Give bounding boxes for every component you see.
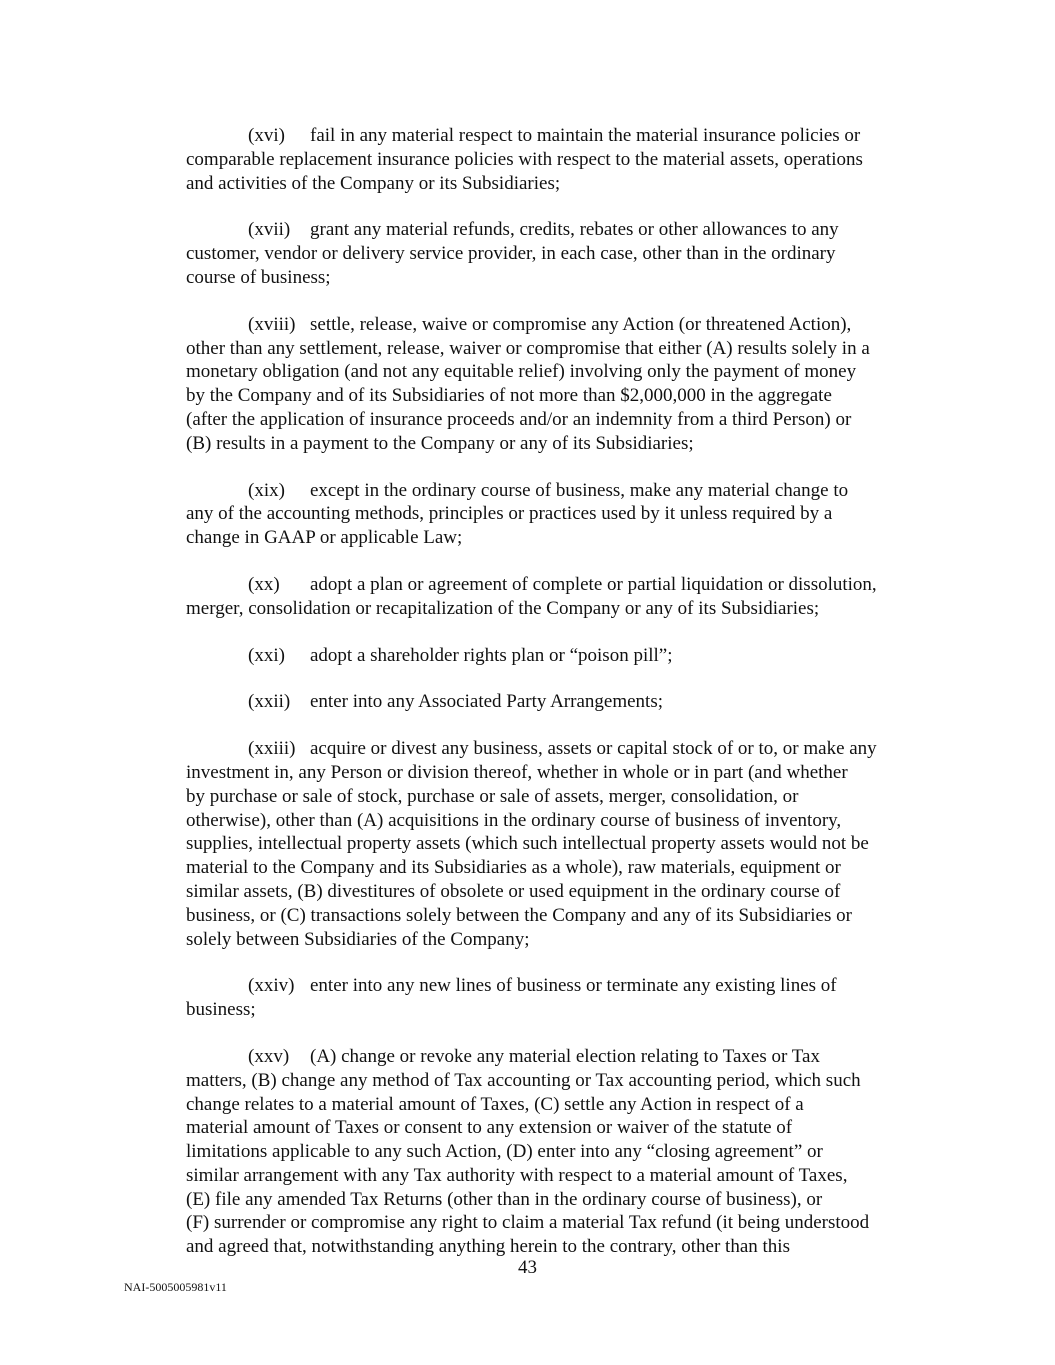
clause-paragraph bbox=[186, 124, 936, 195]
clause-text: adopt a plan or agreement of complete or partial liquidation or dissolution, bbox=[310, 573, 877, 595]
clause-text: enter into any new lines of business or terminate any existing lines of bbox=[310, 975, 837, 997]
clause-text-line: similar assets, (B) divestitures of obsolete or used equipment in the ordinary course of bbox=[186, 880, 841, 902]
clause-text-line: by purchase or sale of stock, purchase or sale of assets, merger, consolidation, or bbox=[186, 785, 799, 807]
clause-text: settle, release, waive or compromise any Action (or threatened Action), bbox=[310, 313, 852, 335]
clause-text-line: monetary obligation (and not any equitable relief) involving only the payment of money bbox=[186, 361, 857, 383]
clause-text-line: (B) results in a payment to the Company or any of its Subsidiaries; bbox=[186, 432, 694, 454]
clause-text: fail in any material respect to maintain the material insurance policies or bbox=[310, 125, 861, 146]
clause-text-line: other than any settlement, release, waiver or compromise that either (A) results solely in a bbox=[186, 337, 870, 359]
clause-text-line: limitations applicable to any such Action, (D) enter into any “closing agreement” or bbox=[186, 1141, 823, 1163]
clause-number: (xxiv) bbox=[248, 975, 295, 997]
clause-text-line: and activities of the Company or its Subsidiaries; bbox=[186, 172, 561, 194]
clause-text-line: course of business; bbox=[186, 266, 331, 288]
clause-first-line bbox=[186, 479, 936, 503]
clause-first-line bbox=[186, 1045, 936, 1069]
clause-text-line: business, or (C) transactions solely between the Company and any of its Subsidiaries or bbox=[186, 904, 852, 926]
clause-first-line bbox=[186, 974, 936, 998]
clause-text-line: matters, (B) change any method of Tax accounting or Tax accounting period, which such bbox=[186, 1069, 861, 1091]
clause-paragraph bbox=[186, 974, 936, 1022]
clause-first-line bbox=[186, 313, 936, 337]
clause-text: (A) change or revoke any material election relating to Taxes or Tax bbox=[310, 1045, 820, 1067]
clause-text-line: and agreed that, notwithstanding anything herein to the contrary, other than this bbox=[186, 1236, 790, 1258]
clause-text-line: solely between Subsidiaries of the Company; bbox=[186, 928, 530, 950]
clause-first-line bbox=[186, 737, 936, 761]
clause-list bbox=[186, 124, 936, 1282]
clause-text-line: any of the accounting methods, principles or practices used by it unless required by a bbox=[186, 503, 833, 525]
clause-paragraph bbox=[186, 690, 936, 714]
clause-paragraph bbox=[186, 573, 936, 621]
clause-text-line: comparable replacement insurance policies with respect to the material assets, operations bbox=[186, 148, 863, 170]
clause-text-line: change in GAAP or applicable Law; bbox=[186, 527, 463, 549]
clause-text-line: supplies, intellectual property assets (which such intellectual property assets would not be bbox=[186, 833, 869, 855]
clause-text: except in the ordinary course of business, make any material change to bbox=[310, 479, 849, 501]
clause-text-line: similar arrangement with any Tax authority with respect to a material amount of Taxes, bbox=[186, 1164, 848, 1186]
clause-text-line: investment in, any Person or division thereof, whether in whole or in part (and whether bbox=[186, 761, 848, 783]
clause-paragraph bbox=[186, 644, 936, 668]
clause-first-line bbox=[186, 644, 936, 668]
clause-first-line bbox=[186, 124, 936, 148]
clause-paragraph bbox=[186, 479, 936, 550]
clause-first-line bbox=[186, 573, 936, 597]
clause-number: (xix) bbox=[248, 479, 285, 501]
clause-number: (xx) bbox=[248, 573, 280, 595]
clause-text-line: by the Company and of its Subsidiaries of not more than $2,000,000 in the aggregate bbox=[186, 385, 832, 407]
clause-number: (xvi) bbox=[248, 125, 285, 146]
clause-paragraph bbox=[186, 1045, 936, 1259]
clause-text-line: customer, vendor or delivery service provider, in each case, other than in the ordinary bbox=[186, 243, 836, 265]
clause-text-line: merger, consolidation or recapitalization of the Company or any of its Subsidiaries; bbox=[186, 597, 820, 619]
clause-number: (xvii) bbox=[248, 219, 291, 241]
clause-text-line: (F) surrender or compromise any right to claim a material Tax refund (it being understood bbox=[186, 1212, 870, 1234]
clause-text: adopt a shareholder rights plan or “poison pill”; bbox=[310, 644, 673, 666]
clause-text-line: material amount of Taxes or consent to any extension or waiver of the statute of bbox=[186, 1117, 793, 1139]
clause-number: (xxv) bbox=[248, 1045, 290, 1067]
clause-paragraph bbox=[186, 737, 936, 951]
clause-text-line: (after the application of insurance proceeds and/or an indemnity from a third Person) or bbox=[186, 408, 852, 430]
document-id: NAI-5005005981v11 bbox=[124, 1280, 227, 1294]
clause-text: grant any material refunds, credits, rebates or other allowances to any bbox=[310, 219, 839, 241]
clause-text: enter into any Associated Party Arrangements; bbox=[310, 691, 663, 713]
page-number: 43 bbox=[518, 1257, 537, 1278]
clause-number: (xxii) bbox=[248, 691, 291, 713]
clause-text-line: (E) file any amended Tax Returns (other than in the ordinary course of business), or bbox=[186, 1188, 823, 1210]
clause-text: acquire or divest any business, assets or capital stock of or to, or make any bbox=[310, 738, 877, 760]
clause-first-line bbox=[186, 218, 936, 242]
clause-text-line: business; bbox=[186, 999, 256, 1021]
clause-number: (xviii) bbox=[248, 313, 296, 335]
clause-text-line: change relates to a material amount of Taxes, (C) settle any Action in respect of a bbox=[186, 1093, 804, 1115]
clause-paragraph bbox=[186, 313, 936, 456]
clause-number: (xxiii) bbox=[248, 738, 296, 760]
clause-number: (xxi) bbox=[248, 644, 285, 666]
clause-text-line: material to the Company and its Subsidiaries as a whole), raw materials, equipment or bbox=[186, 857, 841, 879]
clause-paragraph bbox=[186, 218, 936, 289]
clause-first-line bbox=[186, 690, 936, 714]
clause-text-line: otherwise), other than (A) acquisitions in the ordinary course of business of inventory, bbox=[186, 809, 842, 831]
